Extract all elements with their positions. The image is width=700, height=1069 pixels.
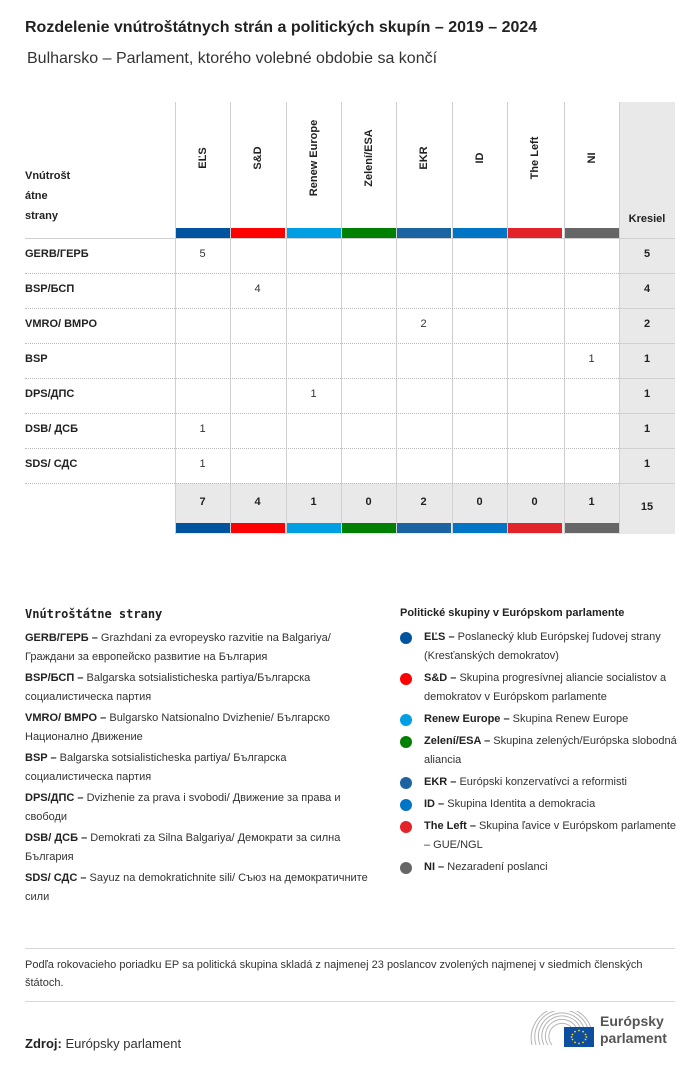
hemicycle-flag-icon — [528, 1011, 598, 1047]
column-total-cell: 0 — [476, 496, 483, 508]
group-legend-item: NI – Nezaradení poslanci — [400, 858, 680, 877]
row-divider — [25, 483, 619, 484]
group-color-bar — [508, 523, 562, 533]
party-row-label: VMRO/ BMPO — [25, 318, 98, 330]
party-legend-item: VMRO/ BMPO – Bulgarsko Natsionalno Dvizhenie/ Българско Национално Движение — [25, 712, 330, 743]
seat-distribution-table — [25, 102, 675, 534]
group-legend-item: Renew Europe – Skupina Renew Europe — [400, 710, 680, 729]
group-color-bar — [231, 228, 285, 238]
group-color-bar — [342, 523, 396, 533]
column-header: EĽS — [196, 147, 209, 169]
row-divider — [619, 308, 675, 309]
divider — [25, 1001, 675, 1002]
column-total-cell: 2 — [420, 496, 427, 508]
european-parliament-logo — [528, 1011, 678, 1049]
column-total-cell: 7 — [199, 496, 206, 508]
group-color-dot-icon — [400, 799, 412, 811]
chart-subtitle: Bulharsko – Parlament, ktorého volebné obdobie sa končí — [27, 50, 438, 67]
group-color-bar — [453, 228, 507, 238]
row-total-cell: 1 — [643, 423, 651, 435]
groups-legend — [400, 607, 680, 880]
row-divider — [25, 413, 619, 414]
group-color-dot-icon — [400, 714, 412, 726]
party-row-label: DSB/ ДСБ — [25, 423, 79, 435]
group-color-dot-icon — [400, 736, 412, 748]
group-legend-item: Zelení/ESA – Skupina zelených/Európska slobodná aliancia — [400, 732, 680, 770]
row-divider — [619, 378, 675, 379]
group-legend-item: S&D – Skupina progresívnej aliancie socialistov a demokratov v Európskom parlamente — [400, 669, 680, 707]
party-legend-item: BSP – Balgarska sotsialisticheska partiya/ Българска социалистическа партия — [25, 752, 287, 783]
group-color-dot-icon — [400, 821, 412, 833]
logo-text: Európsky parlament — [600, 1013, 667, 1046]
column-header: S&D — [251, 146, 264, 170]
party-row-label: BSP — [25, 353, 48, 365]
seat-cell: 5 — [199, 248, 206, 260]
group-color-bar — [342, 228, 396, 238]
column-header: ID — [473, 152, 486, 164]
seat-cell: 1 — [199, 458, 206, 470]
group-color-bar — [397, 228, 451, 238]
party-legend-item: SDS/ СДС – Sayuz na demokratichnite sili/ Съюз на демократичните сили — [25, 872, 368, 903]
row-divider — [619, 483, 675, 484]
seat-cell: 4 — [254, 283, 261, 295]
row-total-cell: 2 — [643, 318, 651, 330]
party-row-label: SDS/ СДС — [25, 458, 78, 470]
group-color-dot-icon — [400, 777, 412, 789]
column-total-cell: 0 — [531, 496, 538, 508]
seat-cell: 2 — [420, 318, 427, 330]
column-header: NI — [585, 152, 598, 164]
group-color-dot-icon — [400, 673, 412, 685]
column-total-cell: 1 — [310, 496, 317, 508]
row-total-cell: 1 — [643, 353, 651, 365]
group-color-bar — [453, 523, 507, 533]
column-header: The Left — [528, 136, 541, 180]
group-color-bar — [176, 523, 230, 533]
column-header: Renew Europe — [307, 119, 320, 197]
column-total-cell: 1 — [588, 496, 595, 508]
column-total-cell: 0 — [365, 496, 372, 508]
total-column-header: Kresiel — [628, 213, 666, 225]
group-color-dot-icon — [400, 862, 412, 874]
column-total-cell: 4 — [254, 496, 261, 508]
row-divider — [619, 343, 675, 344]
grand-total-cell: 15 — [640, 501, 654, 513]
row-total-cell: 1 — [643, 458, 651, 470]
row-divider — [619, 273, 675, 274]
group-color-bar — [397, 523, 451, 533]
row-divider — [25, 273, 619, 274]
seat-cell: 1 — [588, 353, 595, 365]
group-color-bar — [176, 228, 230, 238]
groups-legend-title: Politické skupiny v Európskom parlamente — [400, 607, 625, 619]
party-legend-item: DSB/ ДСБ – Demokrati za Silna Balgariya/ Демократи за силна България — [25, 832, 341, 863]
row-divider — [25, 308, 619, 309]
row-divider — [25, 448, 619, 449]
party-row-label: GERB/ГЕРБ — [25, 248, 89, 260]
group-color-bar — [508, 228, 562, 238]
group-color-bar — [287, 228, 341, 238]
row-divider — [619, 448, 675, 449]
column-header: EKR — [417, 146, 430, 170]
party-legend-item: BSP/БСП – Balgarska sotsialisticheska partiya/Българска социалистическа партия — [25, 672, 311, 703]
group-color-bar — [565, 228, 619, 238]
seat-cell: 1 — [199, 423, 206, 435]
group-legend-item: The Left – Skupina ľavice v Európskom parlamente – GUE/NGL — [400, 817, 680, 855]
seat-cell: 1 — [310, 388, 317, 400]
chart-title: Rozdelenie vnútroštátnych strán a politických skupín – 2019 – 2024 — [25, 19, 538, 36]
column-header: Zelení/ESA — [362, 129, 375, 187]
group-color-bar — [565, 523, 619, 533]
row-divider — [619, 413, 675, 414]
parties-legend — [25, 607, 375, 909]
group-color-dot-icon — [400, 632, 412, 644]
group-legend-item: EĽS – Poslanecký klub Európskej ľudovej strany (Kresťanských demokratov) — [400, 628, 680, 666]
source-line: Zdroj: Európsky parlament — [25, 1036, 182, 1051]
group-color-bar — [287, 523, 341, 533]
party-row-label: BSP/БСП — [25, 283, 75, 295]
header-divider — [25, 238, 675, 239]
party-legend-item: GERB/ГЕРБ – Grazhdani za evropeysko razvitie na Balgariya/ Граждани за европейско развитие на България — [25, 632, 331, 663]
divider — [25, 948, 675, 949]
group-color-bar — [231, 523, 285, 533]
footnote: Podľa rokovacieho poriadku EP sa politická skupina skladá z najmenej 23 poslancov zvolených najmenej v siedmich členských štátoch. — [25, 959, 643, 989]
party-legend-item: DPS/ДПС – Dvizhenie za prava i svobodi/ Движение за права и свободи — [25, 792, 341, 823]
party-row-label: DPS/ДПС — [25, 388, 75, 400]
row-divider — [25, 343, 619, 344]
parties-legend-title: Vnútroštátne strany — [25, 607, 163, 621]
row-header-label: Vnútrošt átne strany — [25, 170, 71, 222]
row-total-cell: 4 — [643, 283, 651, 295]
row-divider — [25, 378, 619, 379]
row-total-cell: 1 — [643, 388, 651, 400]
group-legend-item: ID – Skupina Identita a demokracia — [400, 795, 680, 814]
group-legend-item: EKR – Európski konzervatívci a reformisti — [400, 773, 680, 792]
row-total-cell: 5 — [643, 248, 651, 260]
